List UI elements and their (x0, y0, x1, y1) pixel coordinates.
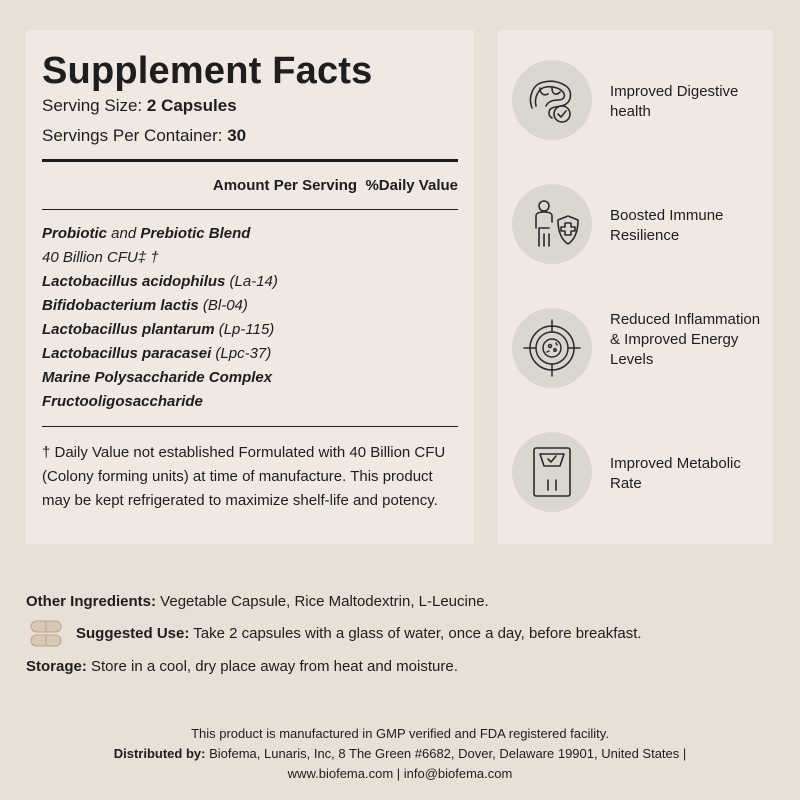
daily-value-label: %Daily Value (365, 177, 458, 194)
ingredient-name: Lactobacillus paracasei (42, 345, 212, 362)
icon-badge (512, 184, 592, 264)
thin-divider (42, 426, 458, 427)
cfu-amount: 40 Billion CFU‡ † (42, 249, 159, 266)
ingredient-row (42, 344, 271, 364)
icon-badge (512, 60, 592, 140)
benefit-item (512, 432, 762, 516)
weight-scale-icon (522, 442, 582, 502)
benefit-item (512, 60, 762, 144)
other-ingredients (26, 592, 489, 612)
suggested-use-label: Suggested Use: (76, 625, 190, 642)
ingredient-strain: (Lp-115) (214, 321, 275, 338)
storage-label: Storage: (26, 658, 87, 675)
ingredient-row (42, 392, 203, 412)
distributor-value: Biofema, Lunaris, Inc, 8 The Green #6682, Dover, Delaware 19901, United States | (205, 746, 687, 761)
thick-divider (42, 159, 458, 162)
immune-shield-icon (522, 194, 582, 254)
ingredient-strain: (La-14) (225, 273, 278, 290)
distributor-label: Distributed by: (113, 746, 206, 761)
servings-per-container (42, 126, 246, 146)
servings-label: Servings Per Container: (42, 126, 228, 145)
ingredient-row (42, 296, 248, 316)
benefit-item (512, 184, 762, 268)
target-cell-icon (522, 318, 582, 378)
ingredient-name: Fructooligosaccharide (42, 393, 203, 410)
serving-size-value: 2 Capsules (146, 96, 237, 115)
ingredient-name: Marine Polysaccharide Complex (42, 369, 273, 386)
ingredient-name: Lactobacillus acidophilus (42, 273, 226, 290)
ingredient-row (42, 368, 272, 388)
other-ingredients-label: Other Ingredients: (26, 593, 157, 610)
ingredient-strain: (Lpc-37) (211, 345, 272, 362)
benefit-text: Improved Digestive health (610, 83, 739, 120)
amount-per-serving-label: Amount Per Serving (212, 177, 358, 194)
benefit-item (512, 308, 762, 392)
suggested-use (76, 624, 642, 644)
storage (26, 657, 458, 677)
contact-line: www.biofema.com | info@biofema.com (287, 766, 513, 781)
facts-title: Supplement Facts (42, 50, 373, 92)
icon-badge (512, 432, 592, 512)
ingredient-strain: (Bl-04) (198, 297, 248, 314)
icon-badge (512, 308, 592, 388)
servings-value: 30 (227, 126, 247, 145)
supplement-facts-panel (26, 30, 474, 544)
blend-and: and (107, 225, 141, 242)
storage-value: Store in a cool, dry place away from heat and moisture. (86, 658, 458, 675)
digestive-system-icon (522, 70, 582, 130)
thin-divider (42, 209, 458, 210)
amount-header (213, 177, 458, 194)
gmp-statement: This product is manufactured in GMP verified and FDA registered facility. (191, 726, 609, 741)
serving-size-label: Serving Size: (42, 96, 147, 115)
blend-name-2: Prebiotic Blend (140, 225, 251, 242)
benefit-text: Reduced Inflammation & Improved Energy Levels (610, 311, 761, 368)
ingredient-row (42, 272, 278, 292)
serving-size (42, 96, 237, 116)
blend-name (42, 224, 250, 244)
capsule-icon (30, 620, 62, 648)
distributor-line (0, 744, 800, 764)
other-ingredients-value: Vegetable Capsule, Rice Maltodextrin, L-Leucine. (156, 593, 489, 610)
benefits-panel (498, 30, 773, 544)
suggested-use-value: Take 2 capsules with a glass of water, once a day, before breakfast. (189, 625, 642, 642)
benefit-text: Improved Metabolic Rate (610, 455, 741, 492)
blend-name-1: Probiotic (42, 225, 108, 242)
footnote: † Daily Value not established Formulated with 40 Billion CFU (Colony forming units) at time of manufacture. This product may be kept refrigerated to maximize shelf-life and potency. (42, 444, 446, 509)
ingredient-row (42, 320, 274, 340)
ingredient-name: Lactobacillus plantarum (42, 321, 215, 338)
ingredient-name: Bifidobacterium lactis (42, 297, 199, 314)
benefit-text: Boosted Immune Resilience (610, 207, 724, 244)
